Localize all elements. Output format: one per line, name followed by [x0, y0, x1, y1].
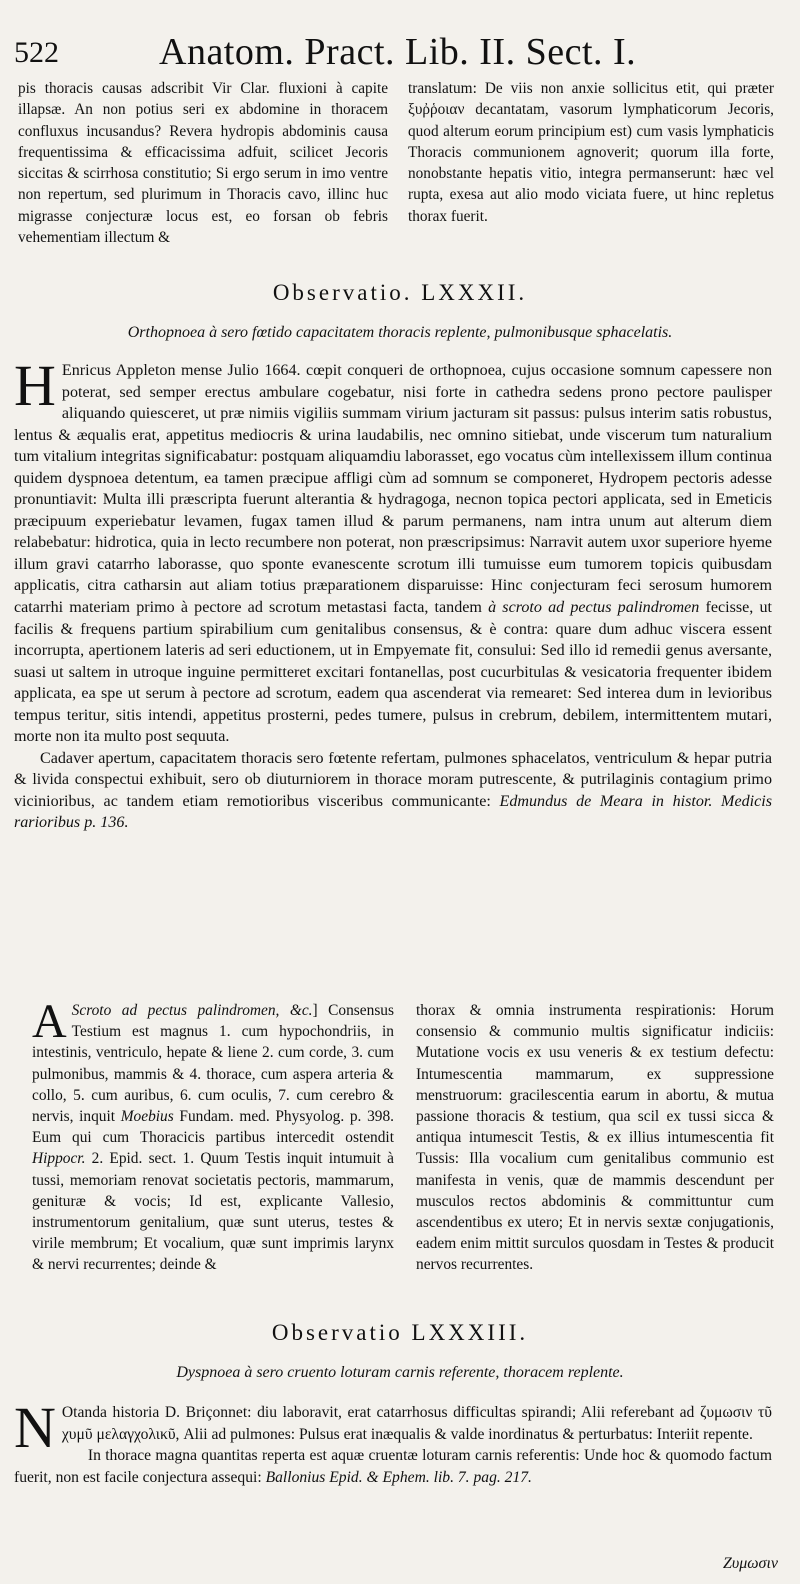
- observation-82-heading: Observatio. LXXXII.: [272, 280, 528, 305]
- commentary-columns: [32, 995, 774, 1276]
- drop-cap-n: N: [14, 1395, 56, 1460]
- commentary-right-text: thorax & omnia instrumenta respirationis: Horum consensio & communio multis significatur indiciis: Mutatione vocis ex usu veneris & ex testium defectu: Intumescentia mammarum, ex suppressione menstruorum: gracilescentia earum in abortu, & mutua passione thoracis & testium, qua scil ex tussi sicca & antiqua intumescit Testis, & ex illius intumescentia fit Tussis: Illa vocalium cum genitalibus communio est manifesta in venis, quæ de mammis descendunt per musculos rectos abdominis & committuntur cum ascendentibus ex utero; Et in nervis sextæ conjugationis, eadem enim mittit surculos quosdam in Testes & producit nervos recurrentes.: [416, 1002, 774, 1274]
- obs83-text-1: Otanda historia D. Briçonnet: diu laboravit, erat catarrhosus difficultas spirandi; Alii referebant ad ζυμωσιν τῦ χυμῦ μελαγχολικῦ, Alii ad pulmones: Pulsus erat inæqualis & valde inordinatus & perturbatus: Interiit repente.: [61, 1404, 772, 1443]
- observation-83-paragraph-1: [14, 1395, 772, 1460]
- commentary-right-column: [416, 1000, 774, 1276]
- commentary-left-text-1: ] Consensus Testium est magnus 1. cum hypochondriis, in intestinis, ventriculo, hepate & liene 2. cum corde, 3. cum pulmonibus, mammis & 4. thorace, cum aspera arteria & collo, 5. cum auribus, 6. cum oculis, 7. cum cerebro & nervis, inquit: [32, 1002, 394, 1126]
- top-right-column: [408, 78, 774, 248]
- drop-cap-h: H: [14, 353, 56, 418]
- commentary-moebius: Moebius: [120, 1108, 174, 1126]
- top-left-column: [18, 78, 388, 248]
- obs83-text-2: In thorace magna quantitas reperta est aquæ cruentæ loturam carnis referentis: Unde hoc & quomodo factum fuerit, non est facile conjectura assequi:: [14, 1447, 772, 1486]
- commentary-lemma: Scroto ad pectus palindromen, &c.: [71, 1002, 313, 1019]
- observation-83-heading: Observatio LXXXIII.: [271, 1320, 529, 1345]
- running-header: [14, 30, 794, 80]
- obs82-citation: Edmundus de Meara in histor. Medicis rarioribus p. 136.: [14, 792, 772, 832]
- commentary-left-column: [32, 995, 395, 1276]
- observation-82-body: [14, 353, 772, 834]
- obs82-cadaver-text: Cadaver apertum, capacitatem thoracis sero fœtente refertam, pulmones sphacelatos, ventriculum & hepar putria & livida conspectui exhibuit, sero ob diuturniorem in thorace moram putrescente, & putrilaginis contagium primo vicinioribus, ac tandem etiam remotioribus visceribus communicante:: [14, 749, 772, 810]
- page-number: 522: [14, 36, 59, 69]
- running-title: Anatom. Pract. Lib. II. Sect. I.: [159, 31, 637, 73]
- drop-cap-a: A: [32, 995, 67, 1048]
- top-left-text: pis thoracis causas adscribit Vir Clar. fluxioni à capite illapsæ. An non potius seri ex abdomine in thoracem confluxus incusandus? Revera hydropis abdominis causa frequentissima & efficacissima adfuit, scilicet Jecoris siccitas & scirrhosa constitutio; Si ergo serum in imo ventre non repertum, sed plurimum in Thoracis cavo, illinc huc migrasse conjecturæ locus est, eo forsan ob febris vehementiam illectum &: [18, 80, 388, 247]
- observation-82-paragraph-2: [14, 748, 772, 834]
- top-continued-columns: [18, 78, 774, 248]
- obs82-italic-phrase: à scroto ad pectus palindromen: [488, 599, 700, 617]
- observation-83-paragraph-2: [14, 1445, 772, 1488]
- obs82-text-a: Enricus Appleton mense Julio 1664. cœpit conqueri de orthopnoea, cujus occasione somnum capessere non poterat, sed semper erectus ambulare cogebatur, nisi forte in cathedra sedens prono pectore paulisper aliquando quiesceret, ut præ nimiis vigiliis summam virium jacturam sit passus: pulsus interim satis robustus, lentus & æqualis erat, appetitus mediocris & urina laudabilis, nec omnino sitiebat, unde viscerum tum naturalium tum vitalium integritas significabatur: postquam aliquamdiu laborasset, ego vocatus cùm intellexissem illum continua quidem dyspnoea detentum, ea tamen præcipue affligi cùm ad somnum se componeret, Hydropem pectoris adesse pronuntiavit: Multa illi præscripta fuerunt alterantia & hydragoga, necnon topica pectori applicata, sed in Emeticis præcipuum experiebatur levamen, fugax tamen illud & parum permanens, nam intra unum aut alterum diem relabebatur: hidrotica, quia in lecto recumbere non poterat, non præscripsimus: Narravit autem uxor superiore hyeme illum gravi catarrho laborasse, quo sponte evanescente scrotum illi tumuisse eum tumorem topicis quibusdam applicatis, citra catharsin aut aliam totius præparationem disparuisse: Hinc conjecturam feci serosum humorem catarrhi materiam primo à pectore ad scrotum metastasi facta, tandem: [14, 362, 772, 617]
- observation-83-subtitle: Dyspnoea à sero cruento loturam carnis referente, thoracem replente.: [176, 1364, 624, 1381]
- catchword: Ζυμωσιν: [722, 1555, 778, 1572]
- observation-82-paragraph-1: [14, 353, 772, 748]
- commentary-left-text-3: 2. Epid. sect. 1. Quum Testis inquit intumuit à tussi, memoriam renovat societatis pectoris, mammarum, genituræ & vocis; Id est, explicante Vallesio, instrumentorum genitalium, quæ sunt uterus, testes & virile membrum; Et vocalium, quæ sunt imprimis larynx & nervi recurrentes; deinde &: [32, 1150, 394, 1274]
- obs83-citation: Ballonius Epid. & Ephem. lib. 7. pag. 217.: [265, 1468, 532, 1486]
- observation-83-body: [14, 1395, 772, 1488]
- obs82-text-b: fecisse, ut facilis & frequens partium spirabilium cum genitalibus consensus, & è contra: quare dum adhuc viscera essent incorrupta, apertionem lateris ad seri eductionem, ut in Empyemate fit, consului: Sed illo id remedii genus aversante, suasi ut saltem in utroque inguine permitteret excitari fontanellas, post cucurbitulas & vesicatoria frequenter ibidem applicata, ea spe ut serum à pectore ad scrotum, eadem qua ascenderat via remearet: Sed interea dum in levioribus tempus teritur, sitis intendi, appetitus prosterni, pedes tumere, pulsus in crebrum, debilem, intermittentem mutari, morte non ita multo post sequuta.: [14, 599, 772, 746]
- observation-82-subtitle: Orthopnoea à sero fœtido capacitatem thoracis replente, pulmonibusque sphacelatis.: [127, 324, 673, 341]
- top-right-text: translatum: De viis non anxie sollicitus etit, qui præter ξυῤῥοιαν decantatam, vasorum lymphaticorum Jecoris, quod alterum eorum principium est) cum vasis lymphaticis Thoracis communionem agnoverit; quorum illa forte, nonobstante hepatis vitio, integra permanserunt: hæc vel rupta, exesa aut alio modo viciata fuere, ut hinc repletus thorax fuerit.: [408, 80, 774, 225]
- commentary-hippocr: Hippocr.: [32, 1150, 86, 1168]
- commentary-left-text-2: Fundam. med. Physyolog. p. 398. Eum qui cum Thoracicis partibus intercedit ostendit: [32, 1108, 395, 1147]
